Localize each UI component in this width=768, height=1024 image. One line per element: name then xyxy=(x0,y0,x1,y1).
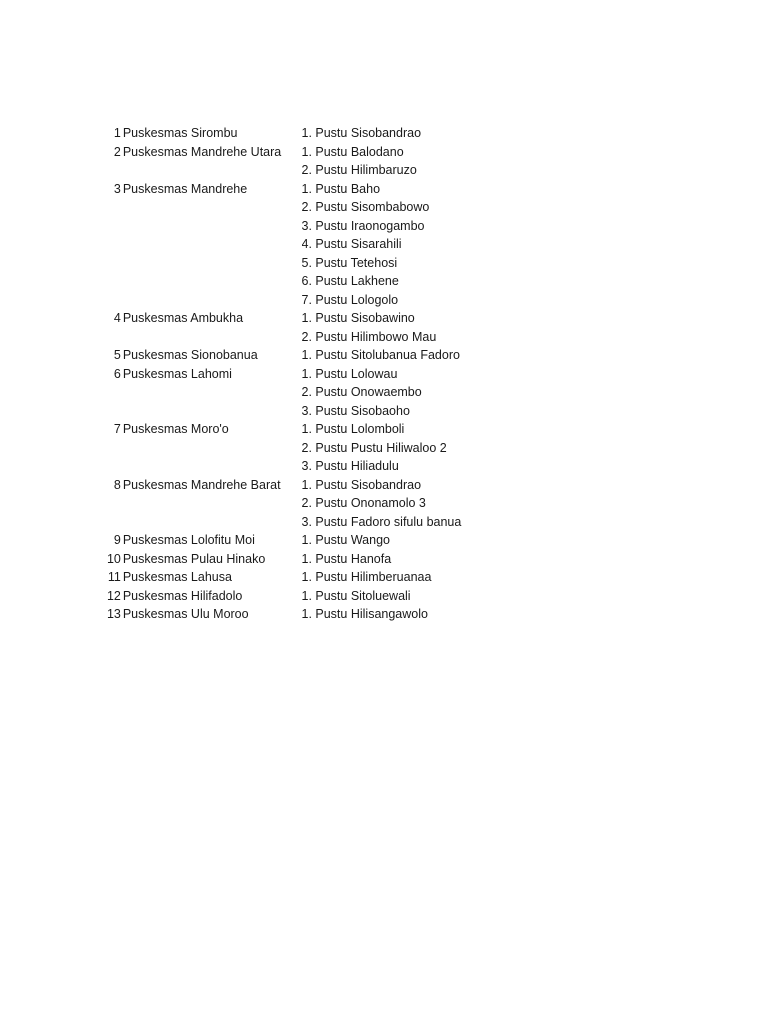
puskesmas-name: Puskesmas Moro'o xyxy=(122,422,229,436)
pustu-name: 5. Pustu Tetehosi xyxy=(301,255,398,270)
table-row xyxy=(100,605,500,624)
table-row xyxy=(100,402,500,421)
puskesmas-name xyxy=(123,291,302,310)
puskesmas-table xyxy=(100,124,500,624)
row-number: 13 xyxy=(106,607,121,621)
puskesmas-name: Puskesmas Lahomi xyxy=(122,366,232,381)
table-row xyxy=(100,494,500,513)
puskesmas-name: Puskesmas Mandrehe xyxy=(122,181,248,196)
row-number xyxy=(100,291,123,310)
table-row xyxy=(100,143,500,162)
puskesmas-name xyxy=(123,402,302,421)
row-number: 1 xyxy=(113,126,121,140)
table-row xyxy=(100,291,500,310)
puskesmas-name xyxy=(123,217,302,236)
table-row xyxy=(100,568,500,587)
row-number xyxy=(100,383,123,402)
pustu-name: 6. Pustu Lakhene xyxy=(301,274,399,288)
row-number: 6 xyxy=(113,366,121,381)
row-number: 10 xyxy=(106,551,121,566)
puskesmas-name xyxy=(123,198,302,217)
row-number xyxy=(100,235,123,254)
pustu-name: 4. Pustu Sisarahili xyxy=(301,237,402,251)
pustu-name: 3. Pustu Hiliadulu xyxy=(301,459,399,473)
pustu-name: 2. Pustu Ononamolo 3 xyxy=(301,496,426,510)
pustu-name: 3. Pustu Fadoro sifulu banua xyxy=(301,514,462,529)
table-row xyxy=(100,420,500,439)
table-row xyxy=(100,550,500,569)
row-number: 8 xyxy=(113,477,121,492)
table-row xyxy=(100,198,500,217)
pustu-name: 1. Pustu Sisobandrao xyxy=(301,126,422,140)
table-row xyxy=(100,383,500,402)
pustu-name: 1. Pustu Wango xyxy=(301,533,390,547)
puskesmas-name xyxy=(123,328,302,347)
row-number xyxy=(100,217,123,236)
pustu-name: 1. Pustu Hilisangawolo xyxy=(301,607,428,621)
puskesmas-name: Puskesmas Mandrehe Utara xyxy=(122,144,282,159)
pustu-name: 1. Pustu Lolomboli xyxy=(301,422,405,436)
table-row xyxy=(100,235,500,254)
pustu-name: 1. Pustu Hilimberuanaa xyxy=(301,570,432,584)
table-row xyxy=(100,161,500,180)
puskesmas-name: Puskesmas Hilifadolo xyxy=(122,588,243,603)
pustu-name: 2. Pustu Hilimbaruzo xyxy=(301,163,417,177)
table-row xyxy=(100,439,500,458)
pustu-name: 2. Pustu Onowaembo xyxy=(301,385,422,399)
puskesmas-name: Puskesmas Lolofitu Moi xyxy=(122,533,255,547)
row-number xyxy=(100,328,123,347)
table-row xyxy=(100,217,500,236)
table-row xyxy=(100,272,500,291)
table-row xyxy=(100,513,500,532)
table-row xyxy=(100,457,500,476)
row-number: 12 xyxy=(106,588,121,603)
pustu-name: 1. Pustu Sisobawino xyxy=(301,311,415,325)
table-row xyxy=(100,309,500,328)
row-number xyxy=(100,198,123,217)
pustu-name: 3. Pustu Sisobaoho xyxy=(301,403,410,418)
table-row xyxy=(100,180,500,199)
row-number xyxy=(100,254,123,273)
pustu-name: 2. Pustu Sisombabowo xyxy=(301,200,430,214)
row-number xyxy=(100,494,123,513)
pustu-name: 1. Pustu Balodano xyxy=(301,144,404,159)
pustu-name: 1. Pustu Lolowau xyxy=(301,366,398,381)
row-number xyxy=(100,457,123,476)
puskesmas-name: Puskesmas Ulu Moroo xyxy=(122,607,249,621)
pustu-name: 1. Pustu Sitolubanua Fadoro xyxy=(301,348,460,362)
puskesmas-name xyxy=(123,494,302,513)
puskesmas-name xyxy=(123,272,302,291)
row-number: 7 xyxy=(113,422,121,436)
puskesmas-name: Puskesmas Ambukha xyxy=(122,311,244,325)
puskesmas-name: Puskesmas Sionobanua xyxy=(122,348,258,362)
puskesmas-name xyxy=(123,513,302,532)
puskesmas-name xyxy=(123,235,302,254)
row-number: 2 xyxy=(113,144,121,159)
row-number xyxy=(100,272,123,291)
row-number: 4 xyxy=(113,311,121,325)
puskesmas-name xyxy=(123,161,302,180)
pustu-name: 2. Pustu Hilimbowo Mau xyxy=(301,329,437,344)
row-number: 5 xyxy=(113,348,121,362)
row-number xyxy=(100,513,123,532)
puskesmas-name: Puskesmas Pulau Hinako xyxy=(122,551,266,566)
row-number: 3 xyxy=(113,181,121,196)
puskesmas-name: Puskesmas Mandrehe Barat xyxy=(122,477,281,492)
puskesmas-name: Puskesmas Sirombu xyxy=(122,126,238,140)
puskesmas-name xyxy=(123,254,302,273)
table-row xyxy=(100,365,500,384)
pustu-name: 7. Pustu Lologolo xyxy=(301,292,399,307)
row-number: 9 xyxy=(113,533,121,547)
table-row xyxy=(100,476,500,495)
puskesmas-name xyxy=(123,457,302,476)
table-row xyxy=(100,587,500,606)
table-row xyxy=(100,531,500,550)
row-number: 11 xyxy=(107,570,121,584)
puskesmas-name xyxy=(123,439,302,458)
table-row xyxy=(100,328,500,347)
table-row xyxy=(100,124,500,143)
puskesmas-name xyxy=(123,383,302,402)
pustu-name: 1. Pustu Hanofa xyxy=(301,551,392,566)
row-number xyxy=(100,439,123,458)
pustu-name: 2. Pustu Pustu Hiliwaloo 2 xyxy=(301,440,447,455)
pustu-name: 1. Pustu Baho xyxy=(301,181,381,196)
table-row xyxy=(100,254,500,273)
pustu-name: 3. Pustu Iraonogambo xyxy=(301,218,425,233)
pustu-name: 1. Pustu Sisobandrao xyxy=(301,477,422,492)
row-number xyxy=(100,402,123,421)
row-number xyxy=(100,161,123,180)
table-row xyxy=(100,346,500,365)
puskesmas-name: Puskesmas Lahusa xyxy=(122,570,232,584)
pustu-name: 1. Pustu Sitoluewali xyxy=(301,588,411,603)
